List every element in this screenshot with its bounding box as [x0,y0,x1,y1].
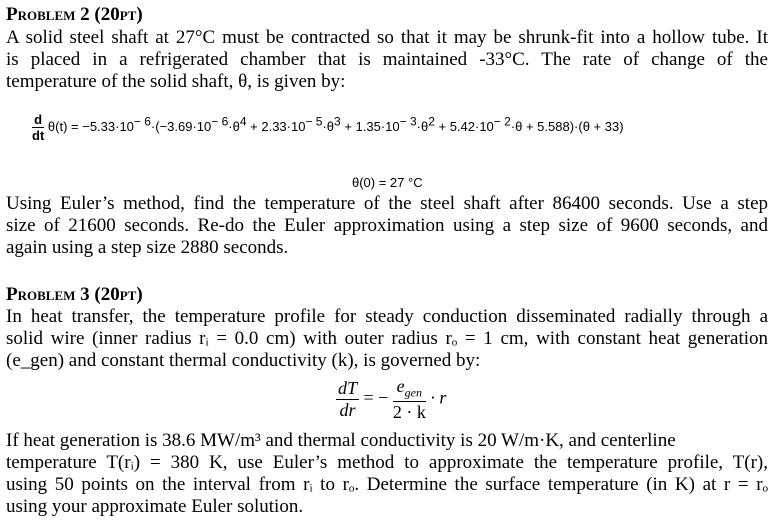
problem-2-text-line: A solid steel shaft at 27°C must be contracted so that it may be shrunk-fit into a hollow tube. It [6,27,768,48]
problem-3-text-line: In heat transfer, the temperature profile for steady conduction disseminated radially through a [6,306,768,327]
problem-2-task-line: again using a step size 2880 seconds. [6,237,289,258]
problem-3-task-line: using 50 points on the interval from rᵢ to rₒ. Determine the surface temperature (in K) at r = rₒ [6,474,768,495]
problem-3-task-line: If heat generation is 38.6 MW/m³ and thermal conductivity is 20 W/m·K, and centerline [6,430,676,451]
eq-tail: · r [430,387,447,408]
problem-3-text-line: (e_gen) and constant thermal conductivity (k), is governed by: [6,350,481,371]
problem-2-task-line: size of 21600 seconds. Re-do the Euler approximation using a step size of 9600 seconds, and [6,215,768,236]
eq-d: d [32,112,44,128]
problem-2-ode [32,112,624,143]
problem-3-ode [336,376,446,423]
eq-den-left: dr [339,399,356,420]
eq-dt: dt [32,128,45,143]
problem-2-initial-condition: θ(0) = 27 °C [352,175,423,190]
problem-2-text-line: is placed in a refrigerated chamber that is maintained -33°C. The rate of change of the [6,49,768,70]
problem-2-task-line: Using Euler’s method, find the temperature of the steel shaft after 86400 seconds. Use a step [6,193,768,214]
problem-3-task-line: temperature T(rᵢ) = 380 K, use Euler’s method to approximate the temperature profile, T(r), [6,452,768,473]
problem-3-title: Problem 3 (20pt) [6,284,143,305]
eq-num-left: dT [338,377,358,398]
eq-equals: = − [363,387,389,408]
eq-den-right: 2 · k [392,401,426,422]
eq-part: $\theta(t) = -5.33\cdot 10^{- 6}\cdot(-3.69\cdot 10^{- 6}\cdot\theta^4 + 2.33\cdot 10^{- 5}\cdot\theta^3 + 1.35\cdot 10^{- 3}\cdot\theta^2 + 5.42\cdot 10^{- 2}\cdot\theta + 5.588)\cdot(\theta + 33)$ [47,114,624,134]
problem-3-text-line: solid wire (inner radius rᵢ = 0.0 cm) with outer radius rₒ = 1 cm, with constant heat generation [6,328,768,349]
problem-2-text-line: temperature of the solid shaft, θ, is given by: [6,71,346,92]
problem-3-task-line: using your approximate Euler solution. [6,496,304,517]
problem-2-title: Problem 2 (20pt) [6,4,143,25]
eq-num-right: $e_{gen}$ [393,376,426,402]
